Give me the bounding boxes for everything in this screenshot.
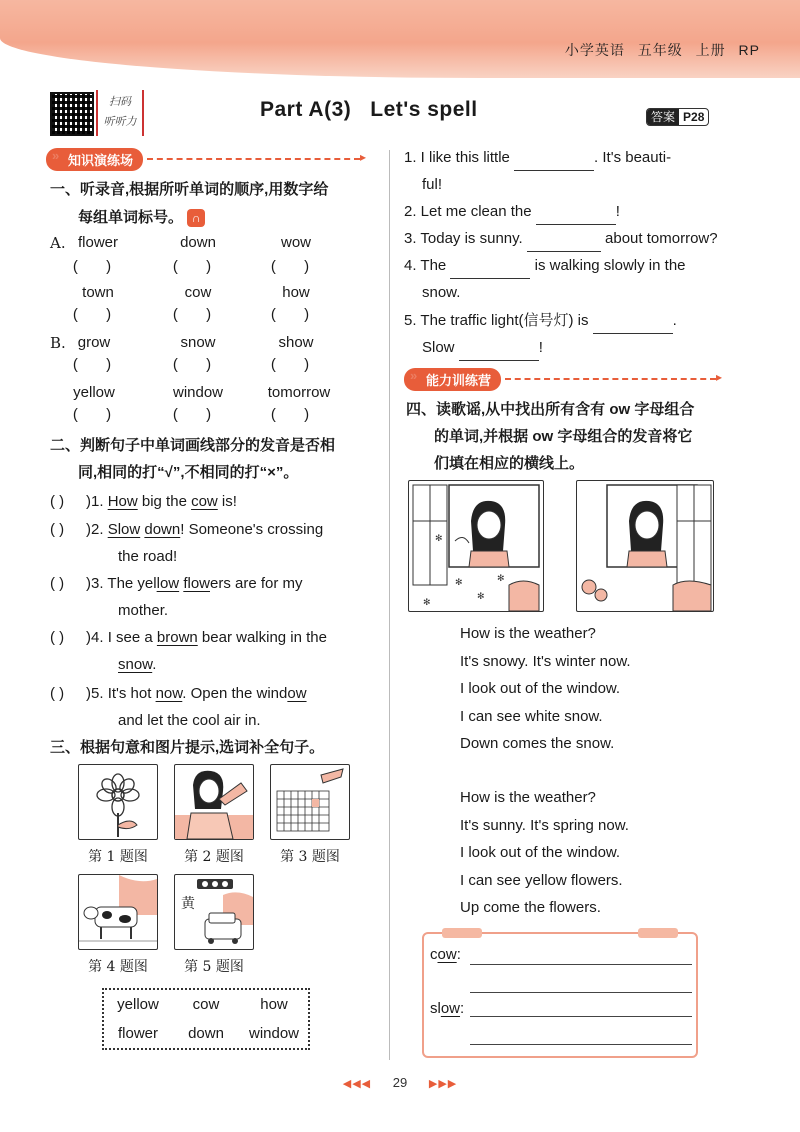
word-b1: grow — [77, 334, 111, 351]
cow-label — [430, 946, 461, 963]
section-banner-1 — [46, 148, 360, 170]
q4-heading2: 的单词,并根据 ow 字母组合的发音将它 — [434, 428, 693, 445]
sentence-part: I see a — [107, 629, 157, 646]
sentence-part: snow — [118, 656, 153, 673]
section1-label: » 知识演练场 — [46, 148, 143, 171]
sentence-continuation: and let the cool air in. — [118, 712, 261, 729]
pic5-label: 第 5 题图 — [184, 959, 244, 975]
answer-blank[interactable] — [514, 153, 594, 171]
sentence-text: 1. I like this little — [404, 149, 510, 166]
sentence-part: brown — [156, 629, 198, 646]
label-part: : — [456, 946, 461, 963]
book-info — [565, 40, 760, 60]
q2-paren[interactable]: ( ) — [50, 575, 65, 592]
winter-scene-icon — [409, 481, 543, 611]
word-b2: snow — [180, 334, 216, 351]
q2-heading: 二、判断句子中单词画线部分的发音是否相 — [50, 437, 336, 454]
card-tab — [638, 928, 678, 938]
answer-paren[interactable]: ( ) — [72, 406, 124, 423]
bank-word: cow — [192, 996, 220, 1013]
pic3-label: 第 3 题图 — [280, 849, 340, 865]
poem-line: It's sunny. It's spring now. — [460, 816, 629, 834]
q1-heading: 一、听录音,根据所听单词的顺序,用数字给 — [50, 181, 329, 198]
bank-word: how — [260, 996, 288, 1013]
svg-text:✻: ✻ — [477, 591, 485, 601]
answer-blank[interactable] — [527, 234, 601, 252]
pic-traffic — [174, 874, 254, 950]
answer-blank[interactable] — [536, 207, 616, 225]
sentence-part: low — [156, 575, 180, 592]
item-number: )4. — [86, 629, 104, 646]
q2-paren[interactable]: ( ) — [50, 685, 65, 702]
answer-blank[interactable] — [593, 316, 673, 334]
sentence-part: ow — [287, 685, 307, 702]
column-divider — [389, 150, 390, 1060]
bank-word: window — [248, 1025, 300, 1042]
sentence-text: is walking slowly in the — [534, 257, 686, 274]
subject-label: 小学英语 — [564, 42, 625, 58]
word-a4: town — [82, 284, 114, 301]
sentence-text: . It's beauti- — [594, 149, 672, 166]
pic1-label: 第 1 题图 — [88, 849, 148, 865]
sentence-text: snow. — [422, 284, 461, 301]
label-part: sl — [430, 1000, 441, 1017]
answer-card — [422, 932, 698, 1058]
sentence-text: ! — [538, 339, 543, 356]
bank-word: yellow — [117, 996, 159, 1013]
group-b-label: B. — [50, 334, 66, 352]
q2-item-4 — [86, 624, 366, 678]
answer-paren[interactable]: ( ) — [172, 258, 224, 275]
sentence-part: . Open the wind — [182, 685, 288, 702]
grade-label: 五年级 — [637, 42, 683, 58]
sentence-text: 4. The — [404, 257, 447, 274]
answer-paren[interactable]: ( ) — [72, 356, 124, 373]
poem-line: How is the weather? — [460, 789, 596, 806]
sentence-text: ! — [615, 203, 620, 220]
q1-heading2 — [78, 206, 205, 227]
q1-heading2-text: 每组单词标号。 — [78, 209, 184, 226]
answer-paren[interactable]: ( ) — [172, 406, 224, 423]
banner-dash — [147, 158, 360, 160]
q2-paren[interactable]: ( ) — [50, 493, 65, 510]
group-a-label: A. — [50, 234, 66, 252]
sentence-continuation — [86, 651, 366, 678]
spring-scene-icon — [577, 481, 713, 611]
sentence-part: is! — [217, 493, 237, 510]
q2-item-1 — [86, 488, 366, 515]
poem-line: It's snowy. It's winter now. — [460, 652, 631, 670]
item-number: )3. — [86, 575, 104, 592]
sentence-continuation: the road! — [118, 548, 178, 565]
sentence-part: cow — [191, 493, 218, 510]
sentence-part: ers are for my — [210, 575, 303, 592]
q3-sentence-1 — [404, 144, 724, 198]
word-b4: yellow — [73, 384, 115, 401]
slow-label — [430, 1000, 464, 1017]
q3-sentence-2 — [404, 198, 724, 225]
word-a6: how — [282, 284, 310, 301]
pic4-label: 第 4 题图 — [88, 959, 148, 975]
poem-line: I can see white snow. — [460, 707, 603, 725]
card-tab — [442, 928, 482, 938]
poem-line: I look out of the window. — [460, 680, 621, 697]
answer-paren[interactable]: ( ) — [72, 306, 124, 323]
poem-line: I look out of the window. — [460, 844, 621, 861]
prev-arrows: ◀◀◀ — [342, 1078, 372, 1090]
sentence-part: It's hot — [107, 685, 156, 702]
page-title: Part A(3) Let's spell — [260, 98, 478, 121]
poem-line: How is the weather? — [460, 625, 596, 642]
q2-item-2 — [86, 516, 366, 570]
sentence-part: bear walking in the — [197, 629, 327, 646]
q2-paren[interactable]: ( ) — [50, 521, 65, 538]
bank-word: down — [188, 1025, 224, 1042]
poem-stanza-2 — [460, 784, 629, 922]
scan-prompt — [96, 90, 144, 136]
sentence-part: big the — [137, 493, 192, 510]
page-number: 29 — [392, 1075, 408, 1090]
sentence-text: 3. Today is sunny. — [404, 230, 523, 247]
label-part: ow — [440, 1000, 461, 1017]
q4-heading3: 们填在相应的横线上。 — [434, 455, 585, 472]
label-part: ow — [437, 946, 457, 963]
poem-line: Up come the flowers. — [460, 899, 601, 916]
slow-answer-line[interactable] — [470, 1044, 692, 1045]
pic-spring-window — [576, 480, 714, 612]
qr-code[interactable] — [50, 92, 94, 136]
answer-paren[interactable]: ( ) — [270, 306, 322, 323]
bank-word: flower — [117, 1025, 158, 1042]
q3-heading: 三、根据句意和图片提示,选词补全句子。 — [50, 739, 325, 756]
answer-paren[interactable]: ( ) — [270, 258, 322, 275]
answer-paren[interactable]: ( ) — [270, 356, 322, 373]
sentence-text: 5. The traffic light(信号灯) is — [404, 312, 589, 329]
answer-paren[interactable]: ( ) — [270, 406, 322, 423]
sentence-text: ful! — [422, 176, 443, 193]
flower-icon — [79, 765, 157, 839]
sentence-text: 2. Let me clean the — [404, 203, 532, 220]
word-a5: cow — [184, 284, 212, 301]
sentence-text: about tomorrow? — [605, 230, 718, 247]
word-b5: window — [172, 384, 224, 401]
q2-item-3 — [86, 570, 366, 624]
answer-paren[interactable]: ( ) — [172, 306, 224, 323]
banner-dash — [505, 378, 716, 380]
sentence-part: The yel — [107, 575, 157, 592]
pic2-label: 第 2 题图 — [184, 849, 244, 865]
scan-line1: 扫码 — [109, 95, 131, 108]
cow-icon — [79, 875, 157, 949]
item-number: )5. — [86, 685, 104, 702]
item-number: )2. — [86, 521, 104, 538]
svg-text:✻: ✻ — [455, 577, 463, 587]
pic-winter-window — [408, 480, 544, 612]
sentence-part: flow — [183, 575, 210, 592]
word-b6: tomorrow — [267, 384, 331, 401]
q4-heading: 四、读歌谣,从中找出所有含有 ow 字母组合 — [406, 401, 695, 418]
pic-flower — [78, 764, 158, 840]
pic-cow — [78, 874, 158, 950]
answer-page: P28 — [683, 110, 705, 124]
section-banner-2 — [404, 368, 716, 390]
answer-tag — [646, 108, 709, 126]
slow-answer-line[interactable] — [470, 1016, 692, 1017]
pic5-char: 黄 — [181, 895, 195, 911]
word-a1: flower — [77, 234, 118, 251]
sentence-part: now — [155, 685, 183, 702]
sentence-text: . — [672, 312, 677, 329]
sentence-part: How — [107, 493, 138, 510]
sentence-part: down — [144, 521, 181, 538]
poem-line: Down comes the snow. — [460, 735, 615, 752]
scan-line2: 听听力 — [103, 115, 137, 128]
sentence-continuation: mother. — [118, 602, 169, 619]
label-part: : — [460, 1000, 465, 1017]
girl-cleaning-icon — [175, 765, 253, 839]
q2-item-5 — [86, 680, 366, 734]
poem-line: I can see yellow flowers. — [460, 871, 623, 889]
word-a2: down — [180, 234, 216, 251]
svg-text:✻: ✻ — [423, 597, 431, 607]
sentence-text: Slow — [422, 339, 455, 356]
q2-heading2: 同,相同的打“√”,不相同的打“×”。 — [78, 464, 299, 481]
answer-blank[interactable] — [450, 261, 530, 279]
answer-label: 答案 — [647, 109, 679, 125]
svg-text:✻: ✻ — [435, 533, 443, 543]
pic-calendar — [270, 764, 350, 840]
q2-paren[interactable]: ( ) — [50, 629, 65, 646]
answer-paren[interactable]: ( ) — [172, 356, 224, 373]
word-b3: show — [278, 334, 314, 351]
headphone-icon[interactable]: ∩ — [187, 209, 205, 227]
section2-label: » 能力训练营 — [404, 368, 501, 391]
item-number: )1. — [86, 493, 104, 510]
pic-girl-window — [174, 764, 254, 840]
label-part: c — [430, 946, 438, 963]
calendar-icon — [271, 765, 349, 839]
q3-sentence-4 — [404, 252, 724, 306]
cow-answer-line[interactable] — [470, 992, 692, 993]
sentence-part: . — [152, 656, 157, 673]
term-label: 上册 — [695, 42, 726, 58]
q3-sentence-5 — [404, 307, 724, 361]
poem-stanza-1 — [460, 620, 631, 758]
svg-text:✻: ✻ — [497, 573, 505, 583]
sentence-part: Slow — [107, 521, 141, 538]
word-a3: wow — [280, 234, 311, 251]
next-arrows: ▶▶▶ — [428, 1078, 458, 1090]
page-footer — [0, 1075, 800, 1090]
answer-paren[interactable]: ( ) — [72, 258, 124, 275]
edition-label: RP — [738, 42, 760, 58]
sentence-part: ! Someone's crossing — [180, 521, 324, 538]
header-band — [0, 0, 800, 78]
q3-sentence-3 — [404, 225, 724, 252]
answer-blank[interactable] — [459, 343, 539, 361]
word-bank — [102, 988, 310, 1050]
cow-answer-line[interactable] — [470, 964, 692, 965]
